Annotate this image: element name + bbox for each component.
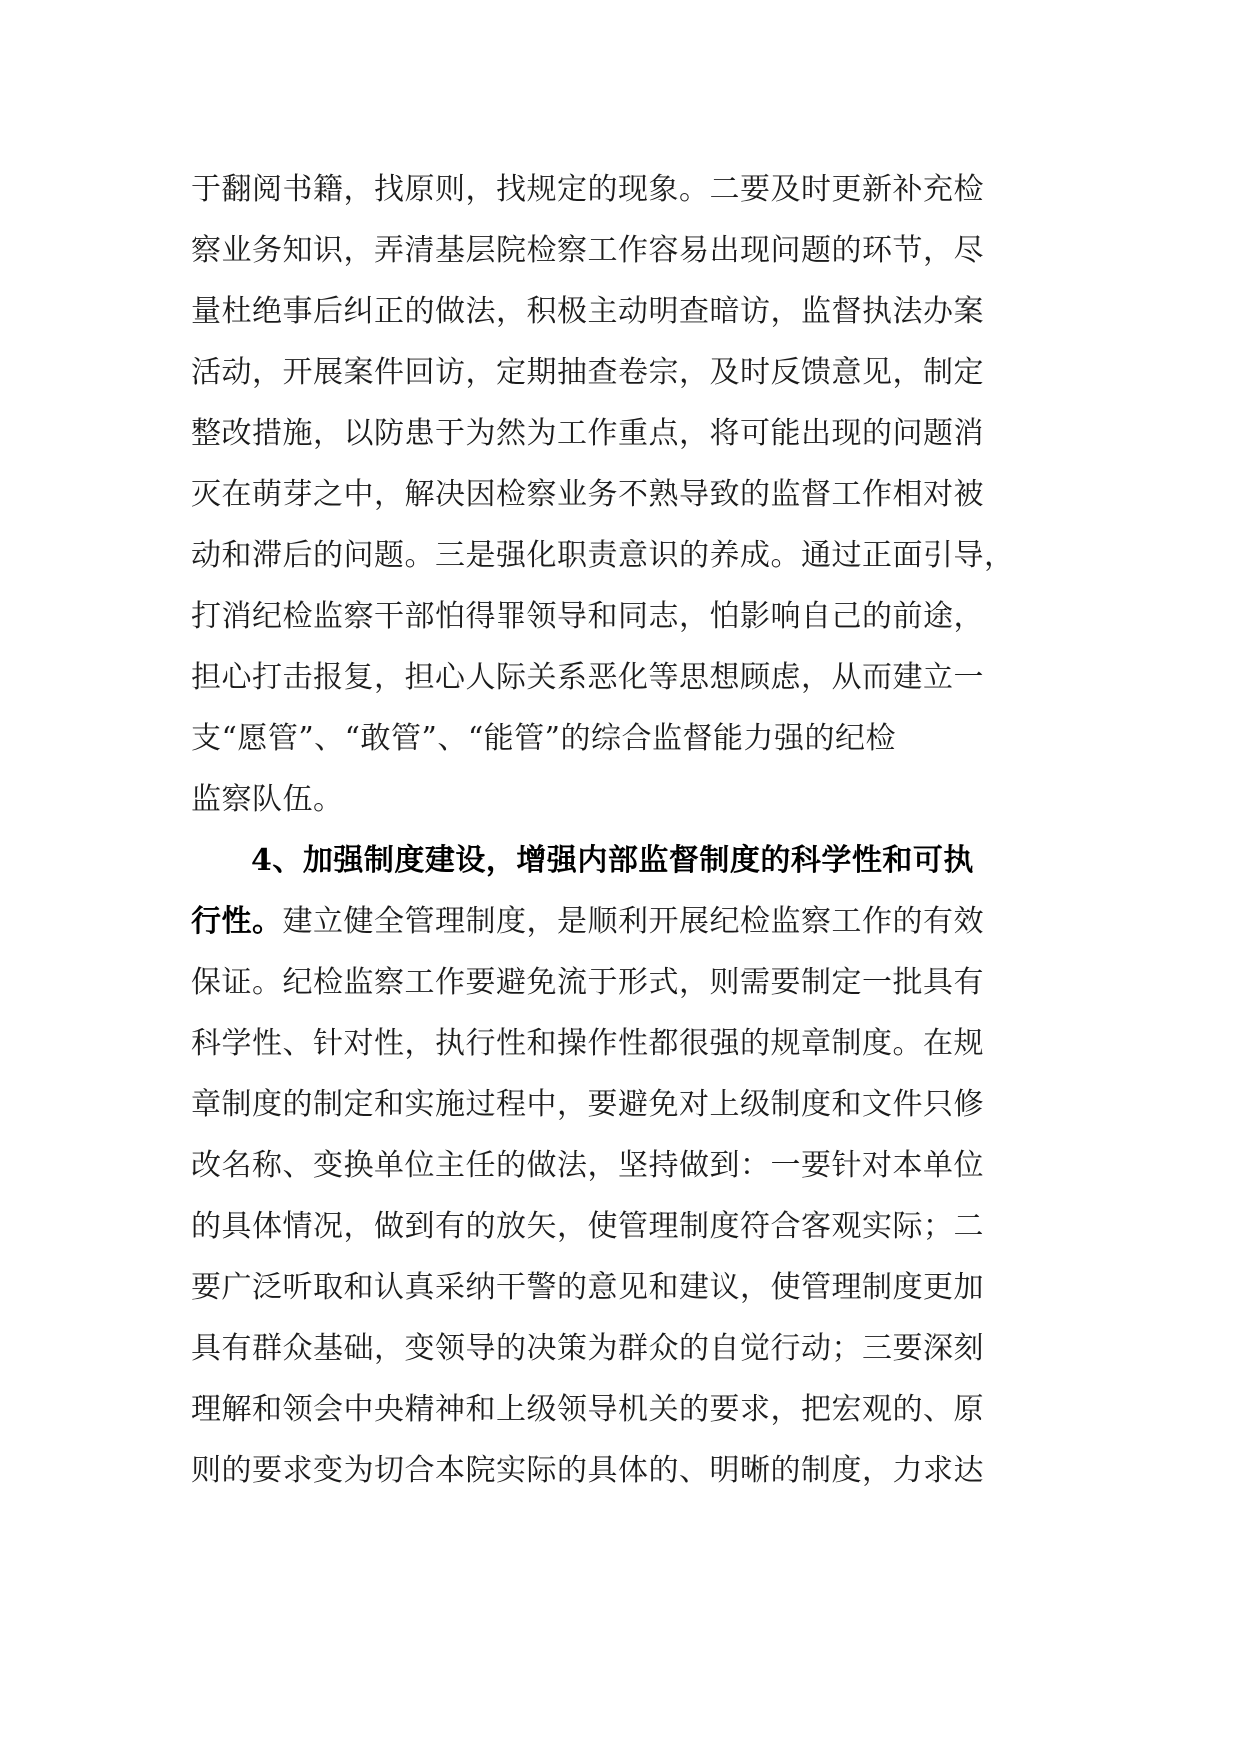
text-line: 的具体情况，做到有的放矢，使管理制度符合客观实际；二 [191,1209,984,1244]
text-line: 打消纪检监察干部怕得罪领导和同志，怕影响自己的前途， [191,599,984,634]
text-line: 整改措施，以防患于为然为工作重点，将可能出现的问题消 [191,416,984,451]
text-line: 要广泛听取和认真采纳干警的意见和建议，使管理制度更加 [191,1270,984,1305]
text-line: 保证。纪检监察工作要避免流于形式，则需要制定一批具有 [191,965,984,1000]
text-line: 支“愿管”、“敢管”、“能管”的综合监督能力强的纪检 [191,721,897,756]
text-line: 理解和领会中央精神和上级领导机关的要求，把宏观的、原 [191,1392,984,1427]
text-line: 动和滞后的问题。三是强化职责意识的养成。通过正面引导， [191,538,1015,573]
text-line: 量杜绝事后纠正的做法，积极主动明查暗访，监督执法办案 [191,294,984,329]
text-line: 改名称、变换单位主任的做法，坚持做到：一要针对本单位 [191,1148,984,1183]
text-line: 担心打击报复，担心人际关系恶化等思想顾虑，从而建立一 [191,660,984,695]
section-body-start: 建立健全管理制度，是顺利开展纪检监察工作的有效 [282,904,984,939]
text-line: 监察队伍。 [191,782,344,817]
section-heading-tail: 行性。 [191,904,283,939]
text-line: 则的要求变为切合本院实际的具体的、明晰的制度，力求达 [191,1453,984,1488]
text-line: 活动，开展案件回访，定期抽查卷宗，及时反馈意见，制定 [191,355,984,390]
text-line: 具有群众基础，变领导的决策为群众的自觉行动；三要深刻 [191,1331,984,1366]
section-heading: 4、加强制度建设，增强内部监督制度的科学性和可执 [251,843,974,878]
text-line: 科学性、针对性，执行性和操作性都很强的规章制度。在规 [191,1026,984,1061]
section-heading-continuation [191,902,984,942]
text-line: 章制度的制定和实施过程中，要避免对上级制度和文件只修 [191,1087,984,1122]
text-line: 于翻阅书籍，找原则，找规定的现象。二要及时更新补充检 [191,172,984,207]
text-line: 灭在萌芽之中，解决因检察业务不熟导致的监督工作相对被 [191,477,984,512]
text-line: 察业务知识，弄清基层院检察工作容易出现问题的环节，尽 [191,233,984,268]
